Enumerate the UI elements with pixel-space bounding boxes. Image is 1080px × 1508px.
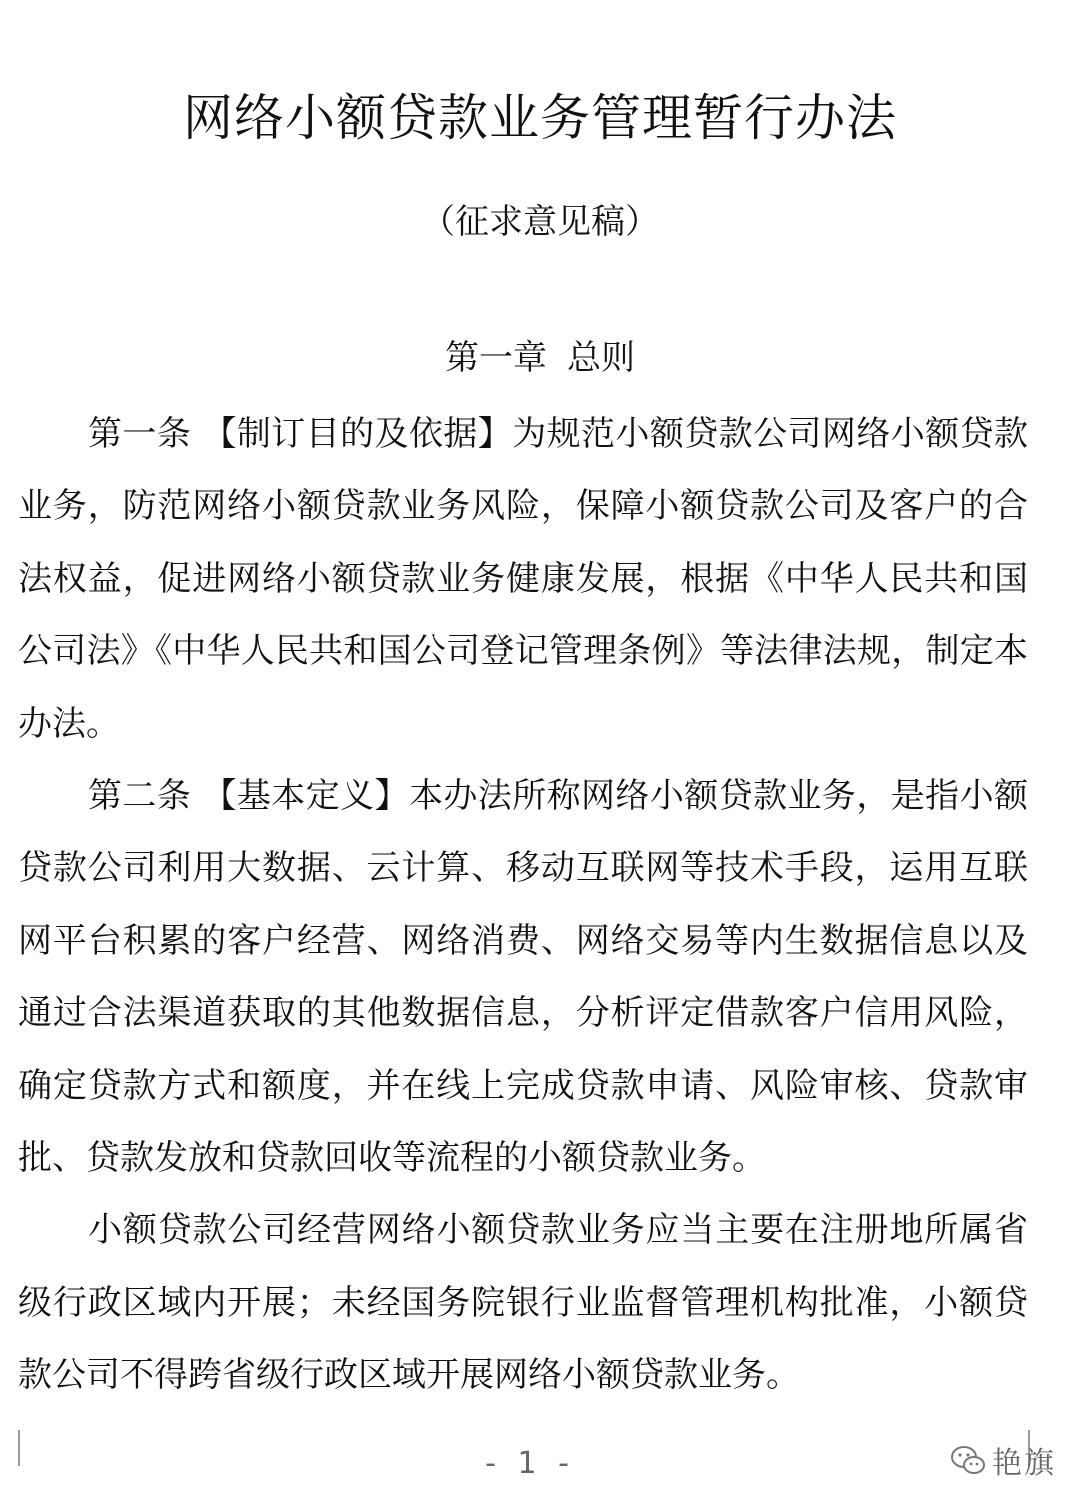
chapter-heading — [0, 336, 1080, 380]
document-body — [18, 398, 1028, 1412]
document-title: 网络小额贷款业务管理暂行办法 — [183, 89, 897, 147]
wechat-watermark — [950, 1440, 1056, 1480]
article-1-paragraph: 第一条 【制订目的及依据】为规范小额贷款公司网络小额贷款业务，防范网络小额贷款业务风险，保障小额贷款公司及客户的合法权益，促进网络小额贷款业务健康发展，根据《中华人民共和国公司法》《中华人民共和国公司登记管理条例》等法律法规，制定本办法。 — [18, 414, 1028, 744]
watermark-text: 艳旗 — [992, 1446, 1056, 1481]
chapter-name: 总则 — [567, 338, 635, 378]
wechat-icon — [950, 1444, 986, 1476]
chapter-number: 第一章 — [445, 338, 547, 378]
article-2-paragraph-continued: 小额贷款公司经营网络小额贷款业务应当主要在注册地所属省级行政区域内开展；未经国务院银行业监督管理机构批准，小额贷款公司不得跨省级行政区域开展网络小额贷款业务。 — [18, 1210, 1028, 1396]
article-2-paragraph: 第二条 【基本定义】本办法所称网络小额贷款业务，是指小额贷款公司利用大数据、云计算、移动互联网等技术手段，运用互联网平台积累的客户经营、网络消费、网络交易等内生数据信息以及通过合法渠道获取的其他数据信息，分析评定借款客户信用风险，确定贷款方式和额度，并在线上完成贷款申请、风险审核、贷款审批、贷款发放和贷款回收等流程的小额贷款业务。 — [18, 776, 1028, 1179]
document-subtitle: （征求意见稿） — [421, 202, 659, 242]
page-number: - 1 - — [485, 1446, 575, 1481]
